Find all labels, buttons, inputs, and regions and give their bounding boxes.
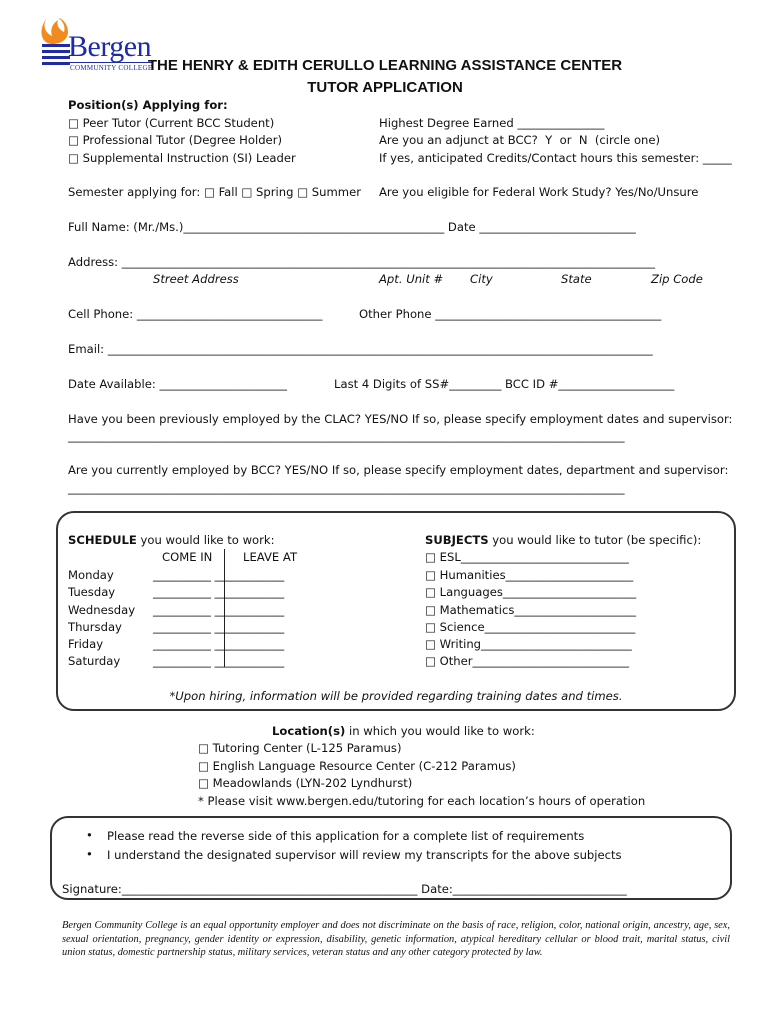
page-subtitle: TUTOR APPLICATION [307,79,463,96]
schedule-day: Wednesday [68,603,136,617]
address-zip-label: Zip Code [651,272,703,286]
schedule-day: Friday [68,637,104,651]
bcc-employment-line[interactable]: ________________________________________________________________________________________________ [68,481,625,495]
position-option-peer[interactable]: □ Peer Tutor (Current BCC Student) [68,116,275,130]
schedule-time-blank[interactable]: __________ ____________ [153,654,285,668]
schedule-time-blank[interactable]: __________ ____________ [153,585,285,599]
email-field[interactable]: Email: ______________________________________________________________________________________________ [68,342,653,356]
clac-employment-question: Have you been previously employed by the CLAC? YES/NO If so, please specify employment dates and supervisor: [68,412,733,426]
schedule-day: Monday [68,568,114,582]
ssn-bcc-id-field[interactable]: Last 4 Digits of SS#_________ BCC ID #____________________ [334,377,675,391]
schedule-time-blank[interactable]: __________ ____________ [153,568,285,582]
positions-heading: Position(s) Applying for: [68,98,228,112]
address-field[interactable]: Address: ____________________________________________________________________________________________ [68,255,656,269]
schedule-day: Saturday [68,654,121,668]
equal-opportunity-statement: Bergen Community College is an equal opportunity employer and does not discriminate on the basis of race, religion, color, national origin, ancestry, age, sex, sexual orientation, pregnancy, gender identity or expression, disability, genetic information, atypical hereditary cellular or blood trait, marital status, civil union status, domestic partnership status, military services, veteran status and any other category protected by law. [62,920,730,958]
subject-option-writing[interactable]: □ Writing__________________________ [425,637,632,651]
schedule-time-blank[interactable]: __________ ____________ [153,637,285,651]
page-title: THE HENRY & EDITH CERULLO LEARNING ASSISTANCE CENTER [147,57,623,74]
address-state-label: State [561,272,592,286]
signature-date-field[interactable]: Signature:___________________________________________________ Date:______________________________ [62,882,627,896]
other-phone-field[interactable]: Other Phone _______________________________________ [359,307,662,321]
schedule-time-blank[interactable]: __________ ____________ [153,603,285,617]
hiring-note: *Upon hiring, information will be provided regarding training dates and times. [169,689,623,703]
semester-options[interactable]: Semester applying for: □ Fall □ Spring □ Summer [68,185,361,199]
logo-subtitle: COMMUNITY COLLEGE [70,64,153,72]
logo-wordmark: Bergen [68,30,152,63]
subject-option-science[interactable]: □ Science__________________________ [425,620,636,634]
schedule-day: Tuesday [68,585,116,599]
subject-option-languages[interactable]: □ Languages_______________________ [425,585,637,599]
schedule-time-blank[interactable]: __________ ____________ [153,620,285,634]
subject-option-other[interactable]: □ Other___________________________ [425,654,630,668]
acknowledge-item: I understand the designated supervisor will review my transcripts for the above subjects [107,848,622,862]
bullet-icon: • [86,847,93,861]
position-option-si-leader[interactable]: □ Supplemental Instruction (SI) Leader [68,151,296,165]
date-available-field[interactable]: Date Available: ______________________ [68,377,287,391]
full-name-field[interactable]: Full Name: (Mr./Ms.)_____________________________________________ Date ___________________________ [68,220,636,234]
credits-field[interactable]: If yes, anticipated Credits/Contact hours this semester: _____ [379,151,732,165]
address-city-label: City [470,272,493,286]
clac-employment-line[interactable]: ________________________________________________________________________________________________ [68,429,625,443]
position-option-professional[interactable]: □ Professional Tutor (Degree Holder) [68,133,282,147]
address-apt-label: Apt. Unit # [379,272,444,286]
adjunct-question[interactable]: Are you an adjunct at BCC? Y or N (circle one) [379,133,661,147]
location-heading: Location(s) in which you would like to work: [272,724,535,738]
subject-option-esl[interactable]: □ ESL_____________________________ [425,550,629,564]
subject-option-mathematics[interactable]: □ Mathematics_____________________ [425,603,637,617]
location-option-elrc[interactable]: □ English Language Resource Center (C-212 Paramus) [198,759,516,773]
bullet-icon: • [86,828,93,842]
subject-option-humanities[interactable]: □ Humanities______________________ [425,568,634,582]
location-hours-note: * Please visit www.bergen.edu/tutoring for each location’s hours of operation [198,794,646,808]
location-option-meadowlands[interactable]: □ Meadowlands (LYN-202 Lyndhurst) [198,776,413,790]
cell-phone-field[interactable]: Cell Phone: ________________________________ [68,307,323,321]
highest-degree-field[interactable]: Highest Degree Earned _______________ [379,116,605,130]
acknowledge-item: Please read the reverse side of this application for a complete list of requirements [107,829,585,843]
subjects-heading: SUBJECTS you would like to tutor (be specific): [425,533,702,547]
address-street-label: Street Address [153,272,239,286]
work-study-question[interactable]: Are you eligible for Federal Work Study? Yes/No/Unsure [379,185,699,199]
come-in-header: COME IN [162,550,213,564]
leave-at-header: LEAVE AT [243,550,298,564]
bcc-employment-question: Are you currently employed by BCC? YES/NO If so, please specify employment dates, department and supervisor: [68,463,729,477]
schedule-day: Thursday [68,620,122,634]
location-option-tutoring-center[interactable]: □ Tutoring Center (L-125 Paramus) [198,741,402,755]
schedule-heading: SCHEDULE you would like to work: [68,533,275,547]
